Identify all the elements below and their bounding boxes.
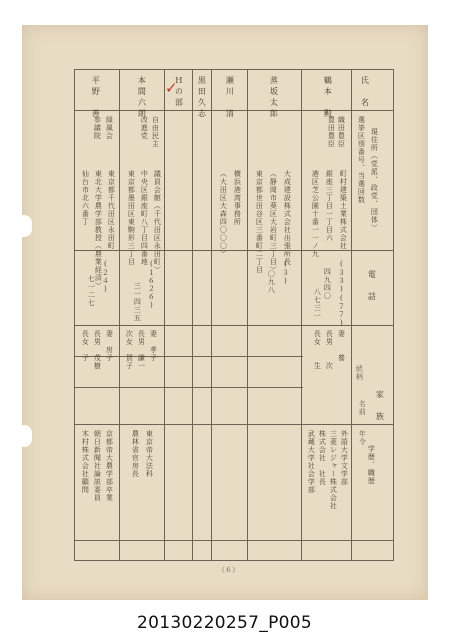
phone-line: (３) [281,260,290,286]
career-line: 京都帝大農学部卒業 [105,430,114,502]
punch-hole [16,215,32,237]
header-election-info: 選挙区別番号、当選回数 [357,116,366,204]
family-entry: 妻 孝子 [149,330,158,362]
career-line: 武蔵大学社会学部 [307,430,316,494]
page-number: （６） [218,566,239,574]
address-line: 港区芝公園十番一一ノ九 [311,170,320,258]
family-entry: 妻 養 [337,330,346,362]
header-phone: 電 話 [367,270,377,303]
address-line: 東北大学農学部教授（農業経済） [94,170,103,290]
phone-line: 八七三一 [313,288,322,320]
election-entry: 参議院 [93,116,102,140]
family-entry: 次女 賀子 [125,330,134,370]
person-name: 黒田久志 [197,76,207,120]
family-entry: 長女 生 [313,330,322,370]
family-entry: 長男 茂樹 [93,330,102,370]
career-line: 農林省官房長 [131,430,140,478]
family-entry: 長女 子 [81,330,90,362]
person-name: 蒸坂太郎 [269,76,279,120]
address-line: 町村建築土業株式会社 [339,170,348,250]
image-caption: 20130220257_P005 [137,613,312,633]
person-name: 平野 善 [91,76,101,120]
address-line: 銀座三丁目一丁目六 [325,170,334,242]
address-line: 大成建設株式会社出張所長 [283,170,292,266]
address-line: 議員会館（千代田区永田町） [153,170,162,274]
address-line: 東京都墨田区東駒形三丁目 [127,170,136,266]
address-line: 東京都世田谷区三番町二丁目 [255,170,264,274]
roster-table [74,69,394,561]
section-marker: Ｈの部 [174,76,184,109]
address-line: 横浜港湾事務所 [233,170,242,226]
family-entry: 長男 次 [325,330,334,370]
header-career: 学歴、職歴 [367,445,376,485]
label-family-age: 年令 [358,430,367,446]
punch-hole [16,425,32,447]
career-line: 外語大学文学部 [340,430,349,486]
header-family: 家 族 [375,390,385,423]
career-line: 三菱レジャー株式会社 [329,430,338,510]
career-line: 株式会社 社長 [318,430,327,486]
address-line: 仙台市北六番丁 [81,170,90,226]
election-entry: 自由民主 [151,116,160,148]
phone-line: (１６２６) [147,260,156,310]
header-address: 現住所（党派、政党、団体） [370,128,379,232]
career-line: 東京帝大法科 [145,430,154,478]
election-entry: 豊田豊臣 [327,116,336,148]
phone-line: 七一二七 [87,275,96,307]
address-line: （大田区大森四〇〇〇） [219,170,228,258]
label-family-relation: 続柄 [355,365,364,381]
header-name: 氏 名 [360,76,370,109]
label-family-name: 名前 [358,400,367,416]
family-entry: 妻 房子 [105,330,114,362]
checkmark-icon: ✓ [165,79,178,97]
family-entry: 長男 謙一 [137,330,146,370]
person-name: 瀬川 清 [225,76,235,120]
election-entry: 緑風会 [105,116,114,140]
address-line: 東京都千代田区永田町 [107,170,116,250]
phone-line: 三一四三五 [133,282,142,322]
election-entry: 織田豊臣 [337,116,346,148]
phone-line: 四九四〇 [323,268,332,300]
phone-line: (３３)(７７) [337,260,346,328]
career-line: 木村株式会社顧問 [81,430,90,494]
person-name: 本間六朗 [137,76,147,120]
document-page [22,25,428,600]
career-line: 朝日新聞社論説委員 [93,430,102,502]
phone-line: (２４) [101,260,110,294]
person-name: 鶴本 勲 [323,76,333,120]
phone-line: 〇九八 [267,270,276,294]
election-entry: 改進党 [140,116,149,140]
address-line: 中央区銀座町八丁目四番地 [140,170,149,266]
address-line: （静岡市葵区大岩町三丁目） [269,170,278,274]
